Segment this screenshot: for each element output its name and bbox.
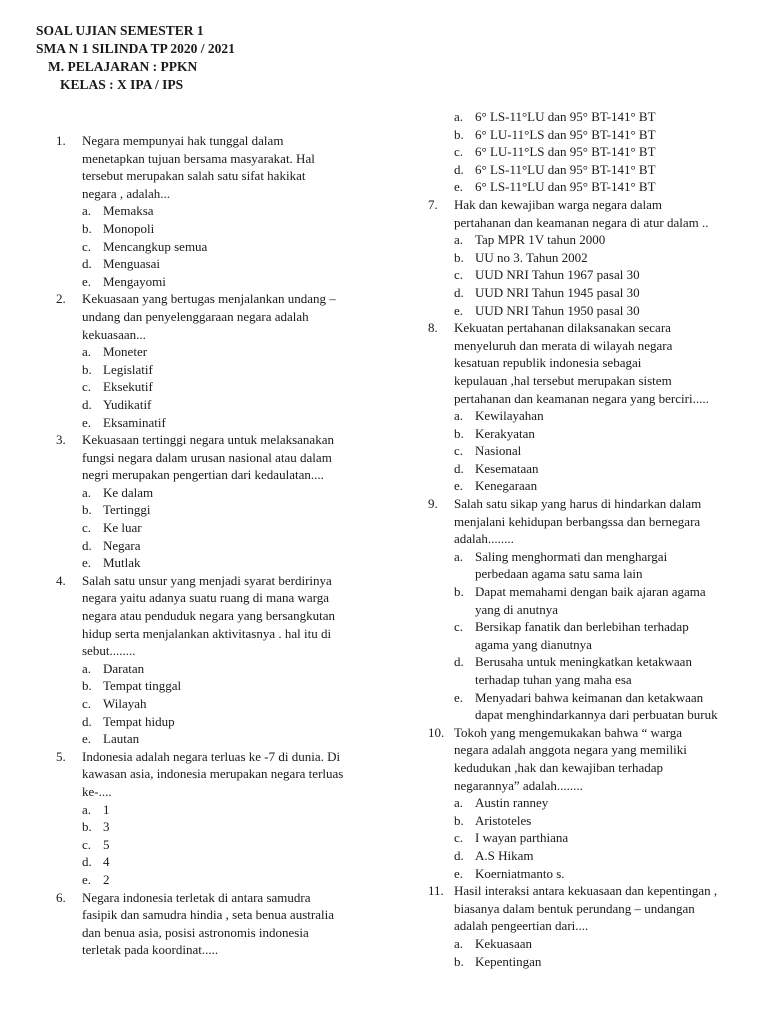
question-text-line: biasanya dalam bentuk perundang – undangan xyxy=(454,900,695,916)
option-letter: e. xyxy=(454,865,464,881)
option-letter: a. xyxy=(82,660,92,676)
option-text-continued: dapat menghindarkannya dari perbuatan buruk xyxy=(475,707,718,723)
question-text-line: Kekuasaan tertinggi negara untuk melaksanakan xyxy=(82,432,334,448)
option-letter: b. xyxy=(82,678,92,694)
option-letter: b. xyxy=(454,249,464,265)
question-text-line: adalah pengeertian dari.... xyxy=(454,918,589,934)
question xyxy=(56,748,372,801)
option-text: Negara xyxy=(103,537,141,553)
right-column xyxy=(428,108,738,970)
option-letter: e. xyxy=(82,871,92,887)
option-text: Tempat hidup xyxy=(103,713,175,729)
option-letter: a. xyxy=(454,232,464,248)
question-text-line: sebut........ xyxy=(82,643,136,659)
option-letter: a. xyxy=(454,548,464,564)
school-name: SMA N 1 SILINDA TP 2020 / 2021 xyxy=(36,41,235,56)
option-text: UU no 3. Tahun 2002 xyxy=(475,249,588,265)
question xyxy=(56,572,372,660)
option-letter: c. xyxy=(82,520,92,536)
answer-option xyxy=(428,477,738,495)
option-letter: b. xyxy=(82,220,92,236)
answer-option xyxy=(428,249,738,267)
option-text: Ke dalam xyxy=(103,484,154,500)
answer-option xyxy=(56,202,372,220)
question-text-line: Tokoh yang mengemukakan bahwa “ warga xyxy=(454,724,683,740)
left-column xyxy=(56,132,372,959)
option-text: Eksaminatif xyxy=(103,414,166,430)
class-line: KELAS : X IPA / IPS xyxy=(60,77,184,92)
question-text-line: Indonesia adalah negara terluas ke -7 di dunia. Di xyxy=(82,748,341,764)
option-text: Tempat tinggal xyxy=(103,678,182,694)
option-text: Koerniatmanto s. xyxy=(475,865,565,881)
option-letter: c. xyxy=(82,836,92,852)
option-letter: c. xyxy=(82,696,92,711)
option-letter: e. xyxy=(454,478,464,494)
option-text: 4 xyxy=(103,854,110,870)
answer-option xyxy=(56,713,372,731)
option-letter: d. xyxy=(454,284,464,300)
answer-option xyxy=(56,871,372,889)
option-text: Moneter xyxy=(103,344,148,360)
option-letter: b. xyxy=(454,584,464,600)
option-text-continued: agama yang dianutnya xyxy=(475,636,592,652)
question-number: 8. xyxy=(428,320,438,336)
question xyxy=(56,889,372,959)
question-text-line: menetapkan tujuan bersama masyarakat. Hal xyxy=(82,150,315,166)
question-number: 3. xyxy=(56,432,66,448)
option-text: Kerakyatan xyxy=(475,425,535,441)
answer-option xyxy=(428,266,738,284)
answer-option xyxy=(56,343,372,361)
question-text-line: adalah........ xyxy=(454,531,514,547)
option-letter: e. xyxy=(82,731,92,747)
question-text-line: ke-.... xyxy=(82,783,112,799)
answer-option xyxy=(56,361,372,379)
answer-option xyxy=(428,143,738,161)
answer-option xyxy=(56,414,372,432)
answer-option xyxy=(56,660,372,678)
option-letter: e. xyxy=(82,414,92,430)
option-letter: b. xyxy=(454,425,464,441)
question-text-line: Negara indonesia terletak di antara samudra xyxy=(82,889,311,905)
answer-option xyxy=(428,935,738,953)
answer-option xyxy=(428,126,738,144)
subject-line: M. PELAJARAN : PPKN xyxy=(48,59,198,74)
question xyxy=(428,495,738,548)
question-text-line: negarannya” adalah........ xyxy=(454,777,583,793)
answer-option xyxy=(56,484,372,502)
option-text: Monopoli xyxy=(103,220,155,236)
question-number: 10. xyxy=(428,724,445,740)
option-letter: c. xyxy=(454,144,464,160)
answer-option xyxy=(428,794,738,812)
option-text: Kekuasaan xyxy=(475,935,533,951)
question-text-line: Negara mempunyai hak tunggal dalam xyxy=(82,133,284,148)
option-text: 1 xyxy=(103,801,110,817)
question-text-line: negara adalah anggota negara yang memiliki xyxy=(454,742,687,758)
answer-option xyxy=(428,829,738,847)
question xyxy=(428,882,738,935)
question-text-line: kedudukan ,hak dan kewajiban terhadap xyxy=(454,759,664,775)
answer-option xyxy=(428,653,738,671)
answer-option xyxy=(56,501,372,519)
answer-option xyxy=(56,378,372,396)
option-text: Tertinggi xyxy=(103,502,151,518)
question-text-line: kawasan asia, indonesia merupakan negara terluas xyxy=(82,766,344,782)
question-text-line: pertahanan dan keamanan negara yang berciri..... xyxy=(454,390,709,406)
question-text-line: Hasil interaksi antara kekuasaan dan kepentingan , xyxy=(454,883,718,899)
option-letter: d. xyxy=(82,256,92,272)
option-text: Berusaha untuk meningkatkan ketakwaan xyxy=(475,654,692,670)
question xyxy=(56,290,372,343)
answer-option xyxy=(56,255,372,273)
option-text: 6° LU-11°LS dan 95° BT-141° BT xyxy=(475,126,656,142)
option-text: Lautan xyxy=(103,731,140,747)
answer-option xyxy=(428,812,738,830)
option-text: Bersikap fanatik dan berlebihan terhadap xyxy=(475,619,689,635)
option-letter: d. xyxy=(82,396,92,412)
answer-option xyxy=(56,396,372,414)
exam-title: SOAL UJIAN SEMESTER 1 xyxy=(36,23,204,38)
question-text-line: undang dan penyelenggaraan negara adalah xyxy=(82,308,309,324)
question-text-line: negara , adalah... xyxy=(82,185,171,201)
answer-option xyxy=(428,178,738,196)
option-letter: c. xyxy=(82,379,92,395)
question-number: 4. xyxy=(56,572,66,588)
answer-option xyxy=(428,108,738,126)
option-letter: c. xyxy=(82,238,92,254)
answer-option xyxy=(428,689,738,707)
answer-option xyxy=(428,284,738,302)
answer-option xyxy=(428,425,738,443)
option-text: Mencangkup semua xyxy=(103,238,208,254)
option-text: I wayan parthiana xyxy=(475,830,569,846)
option-text: Dapat memahami dengan baik ajaran agama xyxy=(475,584,706,600)
option-text: Memaksa xyxy=(103,203,154,219)
question-number: 11. xyxy=(428,883,444,899)
option-text: UUD NRI Tahun 1967 pasal 30 xyxy=(475,267,640,283)
option-text: 6° LS-11°LU dan 95° BT-141° BT xyxy=(475,179,656,195)
option-text: Kenegaraan xyxy=(475,478,538,494)
answer-option xyxy=(56,519,372,537)
option-text: Wilayah xyxy=(103,696,147,711)
option-letter: a. xyxy=(454,109,464,124)
option-letter: b. xyxy=(82,361,92,377)
answer-option xyxy=(56,695,372,713)
option-letter: d. xyxy=(454,460,464,476)
question-text-line: Salah satu unsur yang menjadi syarat berdirinya xyxy=(82,572,332,588)
question-number: 7. xyxy=(428,196,438,212)
option-letter: a. xyxy=(82,203,92,219)
question-text-line: pertahanan dan keamanan negara di atur dalam .. xyxy=(454,214,709,230)
option-letter: e. xyxy=(82,555,92,571)
question-number: 1. xyxy=(56,133,66,148)
answer-option xyxy=(428,583,738,601)
question-text-line: dan benua asia, posisi astronomis indonesia xyxy=(82,924,309,940)
option-text-continued: terhadap tuhan yang maha esa xyxy=(475,672,632,687)
question-text-line: negri merupakan pengertian dari kedaulatan.... xyxy=(82,467,324,483)
question xyxy=(428,724,738,794)
answer-option xyxy=(56,836,372,854)
answer-option xyxy=(428,548,738,566)
answer-option xyxy=(56,730,372,748)
question-text-line: fungsi negara dalam urusan nasional atau dalam xyxy=(82,449,332,465)
question-number: 5. xyxy=(56,748,66,764)
option-text-continued: perbedaan agama satu sama lain xyxy=(475,566,643,582)
option-text: Austin ranney xyxy=(475,795,549,811)
answer-option xyxy=(56,818,372,836)
answer-option xyxy=(428,460,738,478)
option-text: Saling menghormati dan menghargai xyxy=(475,548,668,564)
answer-option xyxy=(428,407,738,425)
answer-option xyxy=(428,953,738,971)
question-text-line: kekuasaan... xyxy=(82,326,146,342)
answer-option xyxy=(56,537,372,555)
question xyxy=(428,319,738,407)
option-letter: d. xyxy=(454,161,464,177)
answer-option xyxy=(428,231,738,249)
option-text: Yudikatif xyxy=(103,396,152,412)
option-letter: a. xyxy=(454,795,464,811)
option-letter: e. xyxy=(82,273,92,289)
option-letter: d. xyxy=(82,854,92,870)
question-text-line: tersebut merupakan salah satu sifat hakikat xyxy=(82,168,306,184)
question-number: 9. xyxy=(428,496,438,512)
option-letter: a. xyxy=(82,344,92,360)
answer-option xyxy=(56,801,372,819)
question xyxy=(56,132,372,202)
option-text: 6° LS-11°LU dan 95° BT-141° BT xyxy=(475,161,656,177)
option-text: UUD NRI Tahun 1950 pasal 30 xyxy=(475,302,640,318)
question-text-line: menyeluruh dan merata di wilayah negara xyxy=(454,337,673,353)
question-text-line: terletak pada koordinat..... xyxy=(82,942,219,958)
option-text: Daratan xyxy=(103,660,145,676)
option-text: Menguasai xyxy=(103,256,161,272)
option-letter: b. xyxy=(454,953,464,969)
question-text-line: Kekuasaan yang bertugas menjalankan undang – xyxy=(82,291,336,307)
option-letter: a. xyxy=(82,801,92,817)
option-text: UUD NRI Tahun 1945 pasal 30 xyxy=(475,284,640,300)
option-text: Mengayomi xyxy=(103,273,166,289)
question-text-line: kepulauan ,hal tersebut merupakan sistem xyxy=(454,372,672,388)
option-letter: c. xyxy=(454,443,464,459)
option-text: Kewilayahan xyxy=(475,408,544,424)
answer-option xyxy=(428,847,738,865)
option-text: 5 xyxy=(103,836,110,852)
option-text: Mutlak xyxy=(103,555,141,571)
option-text: 6° LS-11°LU dan 95° BT-141° BT xyxy=(475,109,656,124)
option-text: Legislatif xyxy=(103,361,153,377)
answer-option xyxy=(428,618,738,636)
option-text: Aristoteles xyxy=(475,812,532,828)
question-number: 6. xyxy=(56,889,66,905)
question-text-line: hidup serta menjalankan aktivitasnya . hal itu di xyxy=(82,625,332,641)
answer-option xyxy=(56,554,372,572)
question-text-line: negara atau penduduk negara yang bersangkutan xyxy=(82,608,336,624)
option-text-continued: yang di anutnya xyxy=(475,601,559,617)
option-letter: d. xyxy=(82,713,92,729)
option-text: Kesemataan xyxy=(475,460,539,476)
question-text-line: menjalani kehidupan berbangssa dan bernegara xyxy=(454,513,701,529)
option-letter: b. xyxy=(454,126,464,142)
question-text-line: Hak dan kewajiban warga negara dalam xyxy=(454,196,663,212)
option-letter: d. xyxy=(454,654,464,670)
answer-option xyxy=(428,302,738,320)
option-letter: a. xyxy=(454,408,464,424)
answer-option xyxy=(428,161,738,179)
answer-option xyxy=(56,273,372,291)
option-letter: c. xyxy=(454,267,464,283)
option-text: Ke luar xyxy=(103,520,142,536)
option-letter: a. xyxy=(82,484,92,500)
answer-option xyxy=(56,238,372,256)
option-letter: c. xyxy=(454,830,464,846)
question-text-line: negara yaitu adanya suatu ruang di mana warga xyxy=(82,590,330,606)
option-text: Tap MPR 1V tahun 2000 xyxy=(475,232,606,248)
question-text-line: Kekuatan pertahanan dilaksanakan secara xyxy=(454,320,671,336)
question xyxy=(428,196,738,231)
question-number: 2. xyxy=(56,291,66,307)
option-letter: e. xyxy=(454,689,464,705)
answer-option xyxy=(428,442,738,460)
answer-option xyxy=(56,853,372,871)
option-letter: d. xyxy=(82,537,92,553)
option-letter: a. xyxy=(454,935,464,951)
question-text-line: kesatuan republik indonesia sebagai xyxy=(454,355,642,371)
option-letter: b. xyxy=(454,812,464,828)
option-text: 2 xyxy=(103,871,110,887)
option-text: Eksekutif xyxy=(103,379,153,395)
option-text: 6° LU-11°LS dan 95° BT-141° BT xyxy=(475,144,656,160)
question-text-line: Salah satu sikap yang harus di hindarkan dalam xyxy=(454,496,702,512)
option-letter: b. xyxy=(82,502,92,518)
option-letter: e. xyxy=(454,179,464,195)
answer-option xyxy=(56,220,372,238)
exam-header xyxy=(36,22,235,94)
answer-option xyxy=(56,677,372,695)
option-text: A.S Hikam xyxy=(475,847,534,863)
option-letter: b. xyxy=(82,819,92,835)
option-text: Menyadari bahwa keimanan dan ketakwaan xyxy=(475,689,704,705)
option-letter: d. xyxy=(454,847,464,863)
question-text-line: fasipik dan samudra hindia , seta benua australia xyxy=(82,907,334,923)
option-letter: e. xyxy=(454,302,464,318)
question xyxy=(56,431,372,484)
option-text: Nasional xyxy=(475,443,522,459)
answer-option xyxy=(428,865,738,883)
option-letter: c. xyxy=(454,619,464,635)
option-text: Kepentingan xyxy=(475,953,542,969)
option-text: 3 xyxy=(103,819,110,835)
